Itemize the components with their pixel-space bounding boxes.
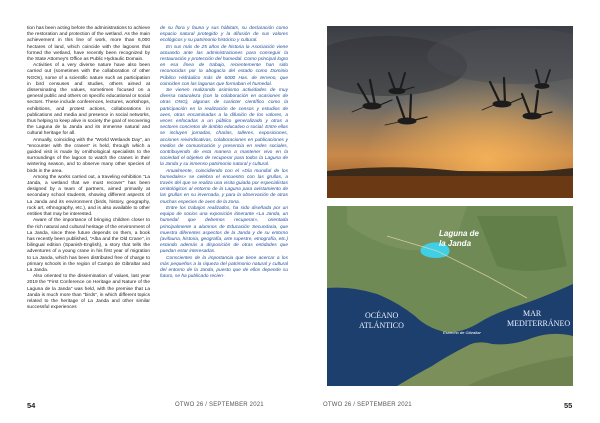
english-text-column <box>27 26 150 311</box>
right-page <box>300 0 600 423</box>
satellite-map <box>327 206 573 386</box>
paragraph: Activities of a very diverse nature have also been carried out (sometimes with the collaboration of other NGOs), some of a scientific nature such as participation in bird censuses and studies, others aimed at disseminating the values, sometimes focused on a general public and others on specific educational or social sectors. These include conferences, lectures, workshops, exhibitions, and protest actions, collaborations in publications and media and presence in social networks, thus helping to keep alive in society the goal of recovering the Laguna de la Janda and its immense natural and cultural heritage for all. <box>27 63 150 137</box>
page-number: 55 <box>564 401 573 410</box>
paragraph: Annually, coinciding with the "World Wetlands Day", an "encounter with the cranes" is held, through which a guided visit is made by ornithological specialists to the surroundings of the lagoon to watch the cranes in their wintering season, and to observe many other species of birds in the area. <box>27 137 150 174</box>
strait-label: Estrecho de Gibraltar <box>443 330 481 335</box>
paragraph: Among the works carried out, a traveling exhibition "La Janda, a wetland that we must recover" has been designed by a team of partners, aimed primarily at secondary school students, showing different aspects of La Janda and its environment (birds, history, geography, rock art, ethnography, etc.), and is also available to other entities that may be interested. <box>27 174 150 218</box>
mediterranean-label-line2: MEDITERRÁNEO <box>507 319 571 328</box>
paragraph: de su flora y fauna y sus hábitats, su declaración como espacio natural protegido y la difusión de sus valores ecológicos y su patrimonio histórico y cultural. <box>160 26 288 44</box>
lagoon-label-line1: Laguna de <box>439 229 480 238</box>
footer-issue: OTWO 26 / SEPTEMBER 2021 <box>175 402 264 408</box>
footer-issue: OTWO 26 / SEPTEMBER 2021 <box>323 402 412 408</box>
paragraph: En sus más de 25 años de historia la Asociación viene actuando ante las administraciones para conseguir la restauración y protección del humedal. Como principal logro en esa línea de trabajo, recientemente han sido reconocidas por la abogacía del estado como Dominio Público Hidráulico más de 6000 Has. de terreno, que coinciden con las lagunas que formaban el humedal. <box>160 44 288 87</box>
paragraph: Aware of the importance of bringing children closer to the rich natural and cultural heritage of the environment of La Janda, since three future depends on them, a book has recently been published, "Alba and the Old Crane", in bilingual edition (Spanish-English), a story that tells the adventures of a young crane in his first year of migration to La Janda, which has been distributed free of charge to primary schools in the region of Campo de Gibraltar and La Janda. <box>27 218 150 273</box>
cranes-photo <box>327 26 573 198</box>
paragraph: Also oriented to the dissemination of values, last year 2019 the "First Conference on Heritage and Nature of the Laguna de la Janda" was held, with the premise that La Janda is much more than "birds", in which different topics related to the heritage of La Janda and other similar successful experiences <box>27 274 150 311</box>
paragraph: tion has been acting before the administrations to achieve the restoration and protection of the wetland. As the main achievement in this line of work, more than 6,000 hectares of land, which coincide with the lagoons that formed the wetland, have recently been recognized by the State Attorney's Office as Public Hydraulic Domain. <box>27 26 150 63</box>
page-number: 54 <box>27 401 36 410</box>
paragraph: Se vienen realizando asimismo actividades de muy diversa naturaleza (con la colaboración en ocasiones de otras ONG), algunas de carácter científico como la participación en la realización de censos y estudios de aves, otras encaminadas a la difusión de los valores, a veces enfocadas a un público generalizado y otras a sectores concretos de ámbito educativo o social. Entre ellas se incluyen jornadas, charlas, talleres, exposiciones, acciones reivindicativas, colaboraciones en publicaciones y medios de comunicación y presencia en redes sociales, contribuyendo de esta manera a mantener vivo en la sociedad el objetivo de recuperar para todos la Laguna de la Janda y su inmenso patrimonio natural y cultural. <box>160 88 288 168</box>
paragraph: Anualmente, coincidiendo con el «Día mundial de los humedales» se celebra el encuentro con las grullas, a través del que se realiza una visita guiada por especialistas ornitológicos al entorno de la Laguna para avistamiento de las grullas en su invernada, y para la observación de otras muchas especies de aves de la zona. <box>160 168 288 205</box>
lagoon-label-line2: la Janda <box>439 239 472 248</box>
atlantic-label-line2: ATLÁNTICO <box>359 321 404 330</box>
paragraph: Conscientes de la importancia que tiene acercar a los más pequeños a la riqueza del patrimonio natural y cultural del entorno de la Janda, puesto que de ellos depende su futuro, se ha publicado recien- <box>160 255 288 280</box>
mediterranean-label-line1: MAR <box>523 309 542 318</box>
atlantic-label-line1: OCÉANO <box>365 311 399 320</box>
spanish-text-column <box>160 26 288 280</box>
paragraph: Entre los trabajos realizados, ha sido diseñada por un equipo de socios una exposición itinerante «La Janda, un humedal que debemos recuperar», orientada principalmente a alumnos de Educación Secundaria, que muestra diferentes aspectos de la Janda y de su entorno (avifauna, historia, geografía, arte rupestre, etnografía, etc.) estando además a disposición de otras entidades que puedan estar interesadas. <box>160 205 288 255</box>
